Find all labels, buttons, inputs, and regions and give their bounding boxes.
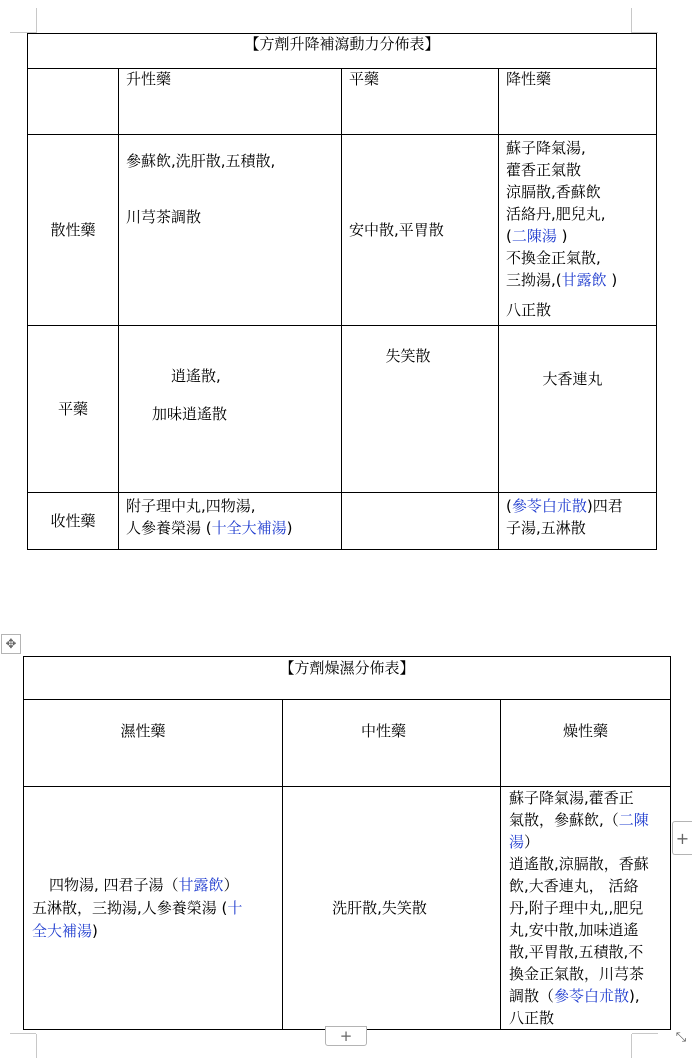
resize-icon: ⤡	[675, 1029, 687, 1045]
text-run: 人參養榮湯 (	[126, 519, 212, 537]
cell-line	[509, 985, 670, 1007]
text-run: )	[286, 519, 293, 537]
table-cell	[119, 493, 342, 550]
table-move-handle[interactable]	[1, 634, 21, 654]
cell-line	[32, 897, 282, 920]
crop-mark	[36, 1034, 37, 1058]
cell-line: 丸,安中散,加味逍遙	[509, 921, 639, 939]
plus-icon: +	[675, 828, 690, 848]
table-cell	[342, 135, 499, 326]
text-run: ）	[223, 875, 239, 894]
formula-link[interactable]: 甘露飲	[561, 271, 607, 289]
cell-line: 蘇子降氣湯,藿香正	[509, 789, 634, 807]
header-shi: 濕性藥	[120, 722, 166, 740]
formula-link[interactable]: 二陳湯	[511, 227, 557, 245]
cell-line: 不換金正氣散,	[506, 249, 601, 267]
cell-line: 逍遙散,	[171, 367, 221, 385]
cell-line	[32, 920, 282, 943]
table-cell	[499, 326, 657, 493]
cell-line	[32, 874, 282, 897]
text-run: )	[92, 921, 98, 940]
header-cell	[283, 700, 501, 787]
crop-mark	[631, 8, 632, 33]
cell-line	[509, 831, 670, 853]
formula-link[interactable]: 參苓白朮散	[511, 497, 587, 515]
formula-link[interactable]: 甘露飲	[178, 875, 224, 894]
cell-line: 活絡丹,肥兒丸,	[506, 205, 606, 223]
text-run: (	[506, 497, 512, 515]
row-label: 散性藥	[50, 220, 96, 239]
text-run: 調散（	[509, 987, 555, 1005]
table-title: 【方劑升降補瀉動力分佈表】	[28, 34, 657, 69]
cell-line: 飲,大香連丸， 活絡	[509, 877, 639, 895]
cell-line	[506, 269, 656, 291]
cell-line: 蘇子降氣湯,	[506, 139, 586, 157]
table-cell	[119, 326, 342, 493]
formula-link[interactable]: 湯	[509, 833, 525, 851]
cell-line: 子湯,五淋散	[506, 519, 586, 537]
plus-icon: +	[339, 1027, 353, 1045]
cell-line: 丹,附子理中丸,,肥兒	[509, 899, 644, 917]
text-run: (	[506, 227, 512, 245]
cell-line: 加味逍遙散	[152, 405, 228, 423]
table-cell-empty	[342, 493, 499, 550]
header-cell	[24, 700, 283, 787]
cell-line	[506, 225, 656, 247]
header-ping: 平藥	[349, 70, 380, 88]
cell-line: 參蘇飲,洗肝散,五積散,	[126, 152, 276, 170]
cell-line	[509, 809, 670, 831]
text-run: 氣散，參蘇飲,（	[509, 811, 619, 829]
cell-text: 安中散,平胃散	[349, 220, 444, 239]
text-run: 三拗湯,(	[506, 271, 562, 289]
row-label: 收性藥	[50, 511, 96, 530]
cell-line: 逍遙散,涼膈散，香蘇	[509, 855, 649, 873]
header-zao: 燥性藥	[563, 722, 609, 740]
crop-mark	[632, 1033, 658, 1034]
row-label-cell	[28, 326, 119, 493]
table-cell	[499, 135, 657, 326]
cell-line	[506, 495, 656, 517]
header-zhong: 中性藥	[360, 722, 406, 740]
cell-line: 散,平胃散,五積散,不	[509, 943, 644, 961]
add-row-button[interactable]	[325, 1026, 367, 1046]
row-label-cell	[28, 493, 119, 550]
cell-line: 八正散	[509, 1009, 555, 1027]
cell-line	[126, 517, 341, 539]
add-column-button[interactable]	[672, 821, 692, 855]
cell-line: 涼膈散,香蘇飲	[506, 183, 601, 201]
cell-line: 八正散	[506, 301, 552, 319]
crop-mark	[36, 8, 37, 33]
cell-line: 附子理中丸,四物湯,	[126, 497, 256, 515]
crop-mark	[10, 1033, 36, 1034]
header-sheng: 升性藥	[126, 70, 172, 88]
text-run: )四君	[586, 497, 623, 515]
table-cell	[342, 326, 499, 493]
row-label: 平藥	[57, 399, 88, 418]
move-icon: ✥	[5, 636, 17, 652]
cell-line: 川芎茶調散	[126, 208, 202, 226]
cell-text: 洗肝散,失笑散	[332, 898, 427, 917]
formula-link[interactable]: 二陳	[618, 811, 649, 829]
cell-text: 大香連丸	[542, 370, 603, 388]
text-run: 五淋散，三拗湯,人參養榮湯 (	[32, 898, 228, 917]
text-run: ),	[629, 987, 640, 1005]
cell-text: 失笑散	[385, 347, 431, 365]
header-cell	[342, 69, 499, 135]
table-cell	[24, 787, 283, 1030]
table-cell	[501, 787, 671, 1030]
formula-link[interactable]: 參苓白朮散	[554, 987, 630, 1005]
header-cell	[499, 69, 657, 135]
text-run: ）	[524, 833, 540, 851]
text-run: )	[556, 227, 568, 245]
cell-line: 換金正氣散，川芎茶	[509, 965, 645, 983]
header-cell-empty	[28, 69, 119, 135]
header-jiang: 降性藥	[506, 70, 552, 88]
table-resize-handle[interactable]	[672, 1028, 690, 1046]
formula-link[interactable]: 全大補湯	[32, 921, 93, 940]
table-cell	[499, 493, 657, 550]
text-run: 四物湯, 四君子湯（	[49, 875, 179, 894]
table-cell	[283, 787, 501, 1030]
table-cell	[119, 135, 342, 326]
table-dryness-dampness	[23, 656, 671, 1030]
table-prescription-dynamics	[27, 33, 657, 550]
header-cell	[119, 69, 342, 135]
table-title: 【方劑燥濕分佈表】	[24, 657, 671, 700]
text-run: )	[606, 271, 618, 289]
formula-link[interactable]: 十全大補湯	[211, 519, 287, 537]
formula-link[interactable]: 十	[227, 898, 243, 917]
crop-mark	[631, 1034, 632, 1058]
cell-line: 藿香正氣散	[506, 161, 582, 179]
header-cell	[501, 700, 671, 787]
row-label-cell	[28, 135, 119, 326]
